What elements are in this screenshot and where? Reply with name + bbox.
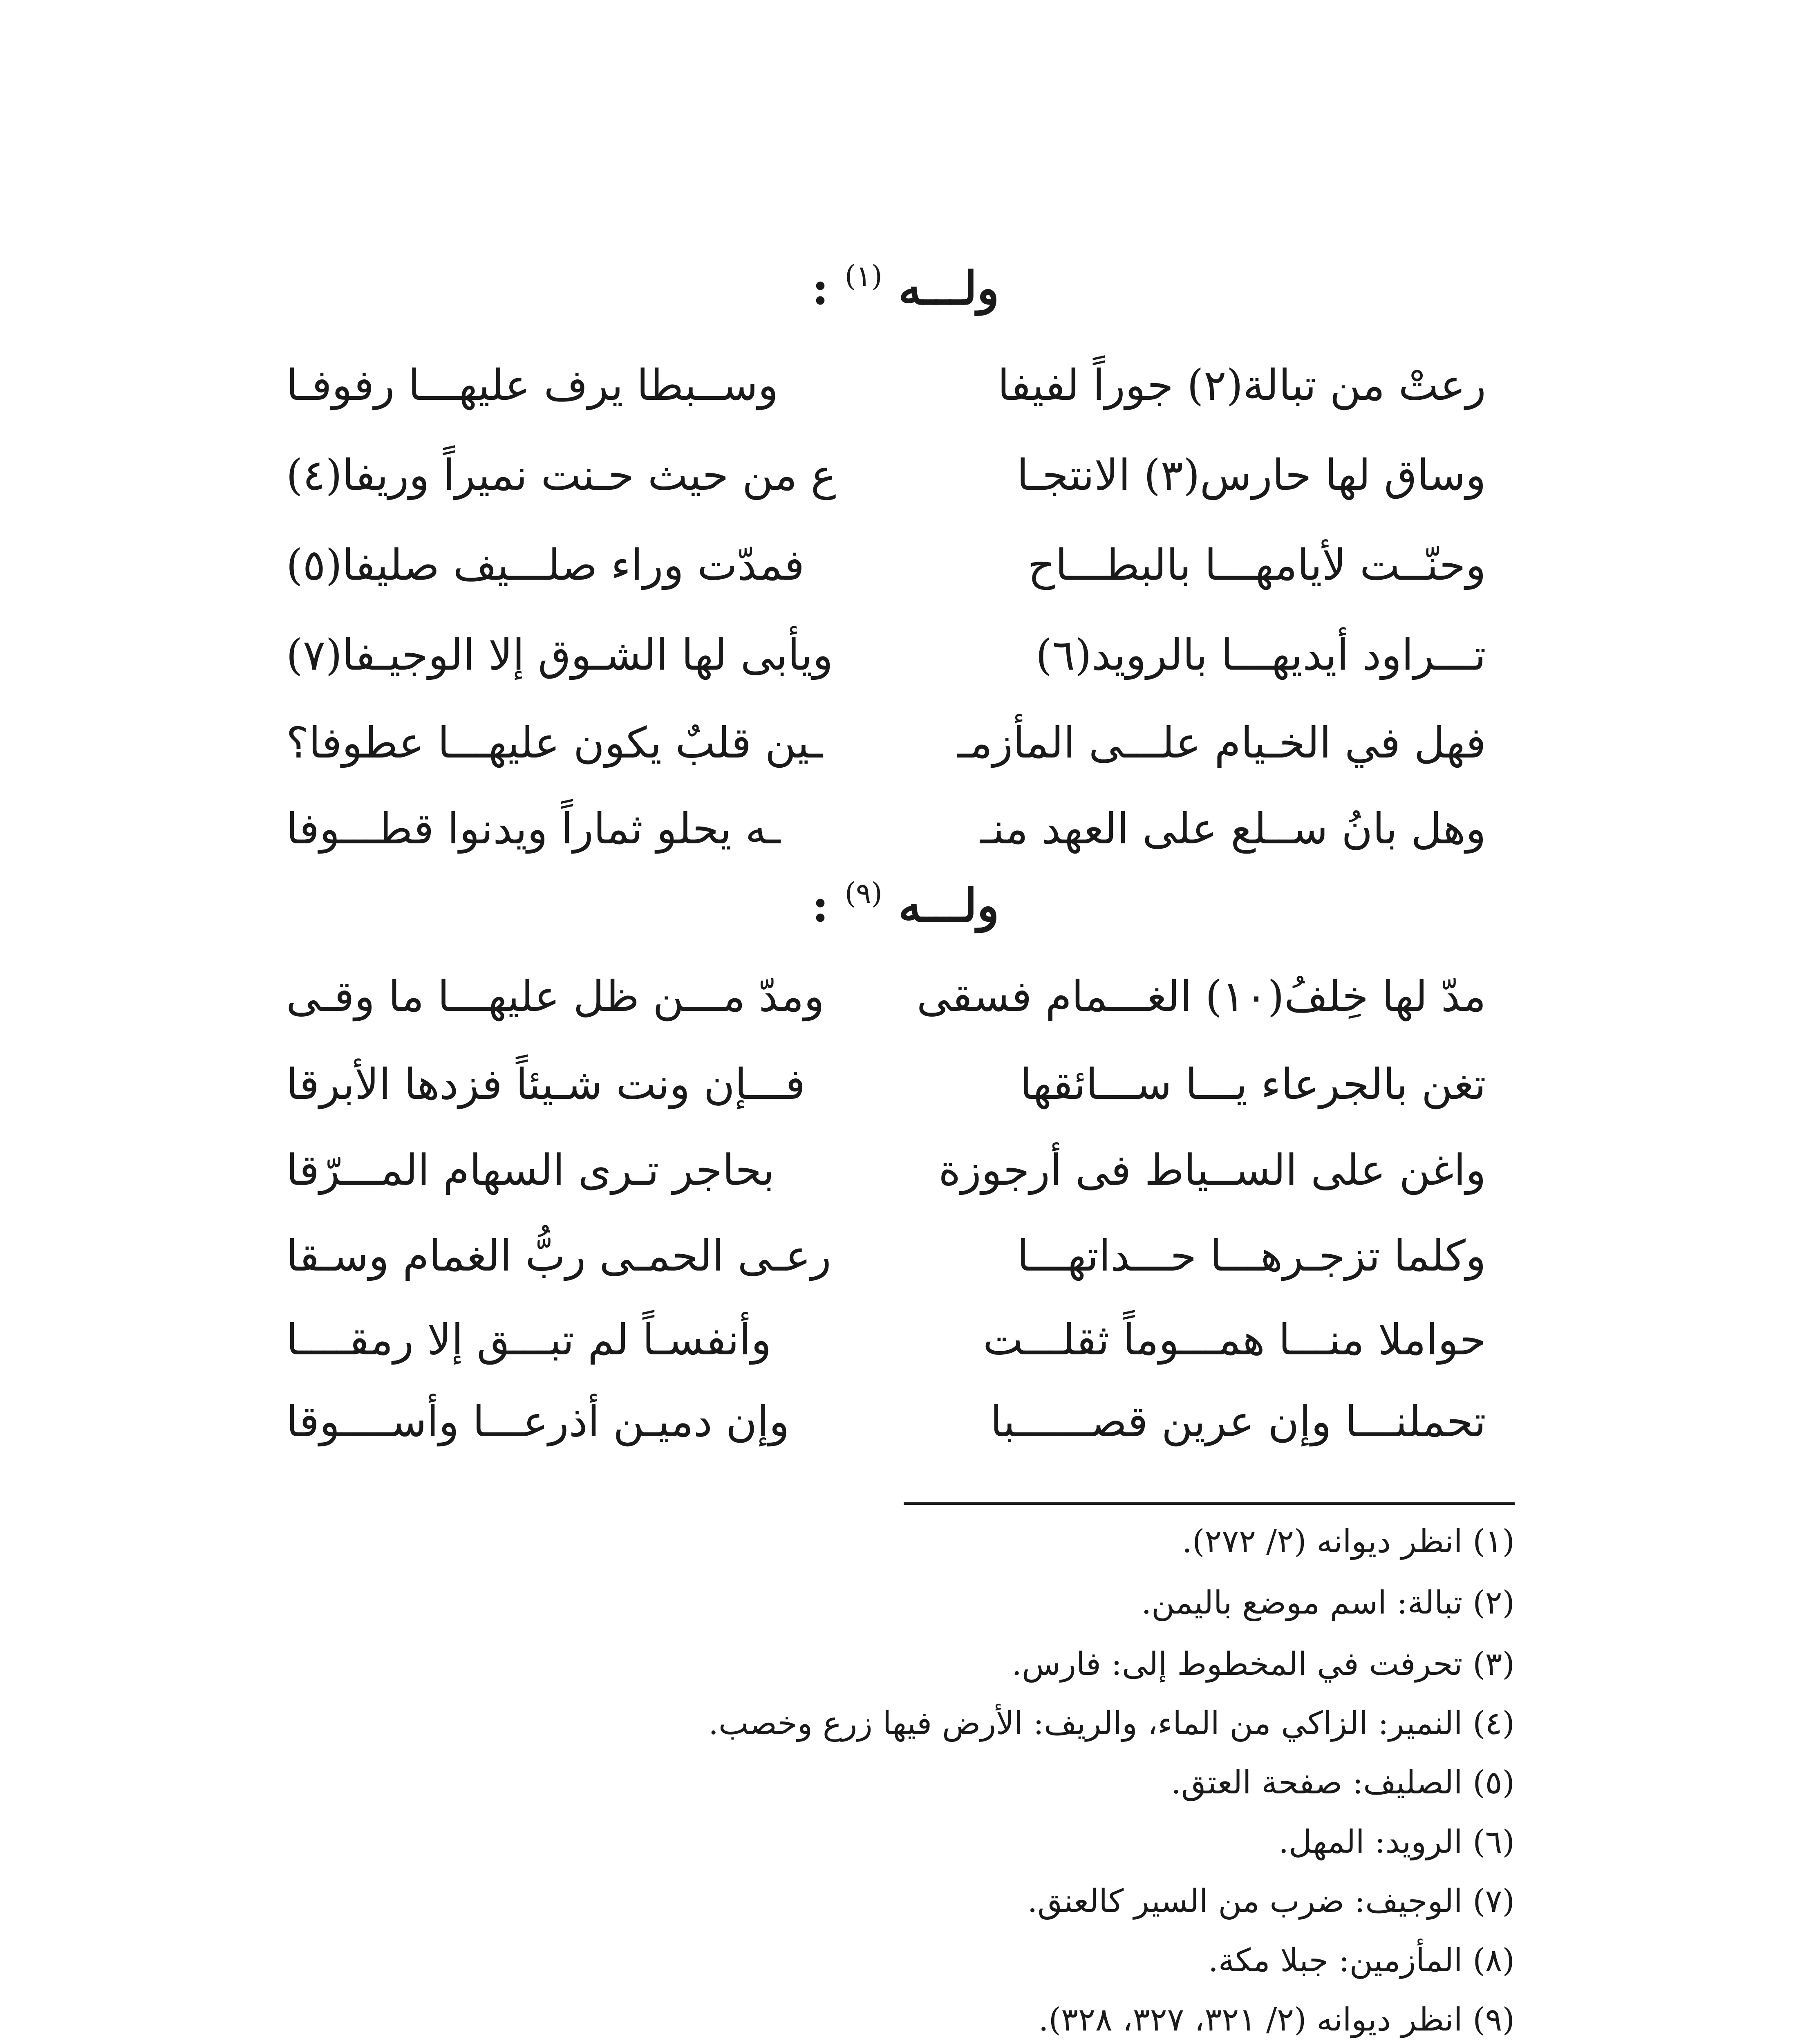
verse-first-hemistich: وهل بانُ ســلع على العهد منـ <box>980 804 1486 854</box>
verse-line <box>0 717 1811 807</box>
heading-word: ولـــه <box>898 879 999 932</box>
verse-second-hemistich: ـين قلبٌ يكون عليهـــا عطوفا؟ <box>286 718 823 768</box>
heading-footnote-ref: (٩) <box>844 876 882 910</box>
verse-second-hemistich: فمدّت وراء صلـــيف صليفا(٥) <box>286 540 805 590</box>
verse-second-hemistich: ويأبى لها الشـوق إلا الوجيـفا(٧) <box>286 630 833 680</box>
verse-second-hemistich: ـه يحلو ثماراً ويدنوا قطـــوفا <box>286 804 781 854</box>
heading-word: ولـــه <box>898 262 999 315</box>
verse-second-hemistich: بحاجر تـرى السهام المـــرّقا <box>286 1145 775 1195</box>
footnote: (٨) المأزمين: جبلا مكة. <box>1208 1942 1515 1979</box>
verse-first-hemistich: رعتْ من تبالة(٢) جوراً لفيفا <box>997 360 1486 410</box>
footnote: (٧) الوجيف: ضرب من السير كالعنق. <box>1027 1883 1515 1920</box>
verse-second-hemistich: رعـى الحمـى ربُّ الغمام وسـقا <box>286 1231 831 1281</box>
footnote: (١) انظر ديوانه (٢/ ٢٧٢). <box>1182 1523 1515 1560</box>
verse-first-hemistich: وكلما تزجـرهـــا حـــداتهـــا <box>1017 1231 1486 1281</box>
verse-second-hemistich: وأنفسـاً لم تبـــق إلا رمقــــا <box>286 1315 772 1365</box>
verse-line <box>0 630 1811 719</box>
poem-heading-2 <box>0 876 1811 932</box>
verse-first-hemistich: مدّ لها خِلفُ(١٠) الغـــمام فسقى <box>916 971 1486 1021</box>
verse-line <box>0 540 1811 630</box>
verse-first-hemistich: واغن على الســياط فى أرجوزة <box>938 1145 1486 1195</box>
verse-line <box>0 1230 1811 1320</box>
verse-first-hemistich: حواملا منـــا همـــوماً ثقلـــت <box>983 1315 1486 1365</box>
verse-second-hemistich: وإن دميـن أذرعـــا وأســــوقا <box>286 1396 790 1446</box>
verse-line <box>0 1314 1811 1404</box>
verse-line <box>0 1059 1811 1149</box>
footnote: (٦) الرويد: المهل. <box>1278 1824 1515 1860</box>
footnote: (٢) تبالة: اسم موضع باليمن. <box>1141 1585 1515 1621</box>
heading-colon: : <box>812 879 829 932</box>
verse-second-hemistich: وســبطا يرف عليهـــا رفوفـا <box>286 360 779 410</box>
footnote-separator <box>904 1502 1515 1505</box>
verse-first-hemistich: تـــراود أيديهـــا بالرويد(٦) <box>1035 630 1486 680</box>
verse-first-hemistich: تحملنـــا وإن عرين قصــــــبا <box>990 1396 1486 1446</box>
verse-line <box>0 450 1811 540</box>
verse-line <box>0 1396 1811 1486</box>
verse-first-hemistich: فهل في الخـيام علـــى المأزمـ <box>957 718 1486 768</box>
verse-second-hemistich: ع من حيث حـنت نميراً وريفا(٤) <box>286 450 836 500</box>
verse-second-hemistich: ومدّ مـــن ظل عليهـــا ما وقـى <box>286 971 825 1021</box>
footnote: (٩) انظر ديوانه (٢/ ٣٢١، ٣٢٧، ٣٢٨). <box>1038 2001 1515 2038</box>
verse-line <box>0 360 1811 450</box>
footnote: (٣) تحرفت في المخطوط إلى: فارس. <box>1012 1646 1515 1683</box>
poem-heading-1 <box>0 259 1811 315</box>
verse-line <box>0 971 1811 1061</box>
footnote: (٤) النمير: الزاكي من الماء، والريف: الأرض فيها زرع وخصب. <box>708 1705 1515 1742</box>
verse-first-hemistich: وساق لها حارس(٣) الانتجـا <box>1016 450 1486 500</box>
verse-line <box>0 1145 1811 1235</box>
footnote: (٥) الصليف: صفحة العتق. <box>1171 1764 1515 1801</box>
verse-second-hemistich: فـــإن ونت شـيئاً فزدها الأبرقا <box>286 1059 806 1109</box>
heading-footnote-ref: (١) <box>844 259 882 293</box>
heading-colon: : <box>812 262 829 315</box>
verse-first-hemistich: وحنّــت لأيامهـــا بالبطـــاح <box>1028 540 1486 590</box>
verse-first-hemistich: تغن بالجرعاء يـــا ســـائقها <box>1020 1059 1486 1109</box>
